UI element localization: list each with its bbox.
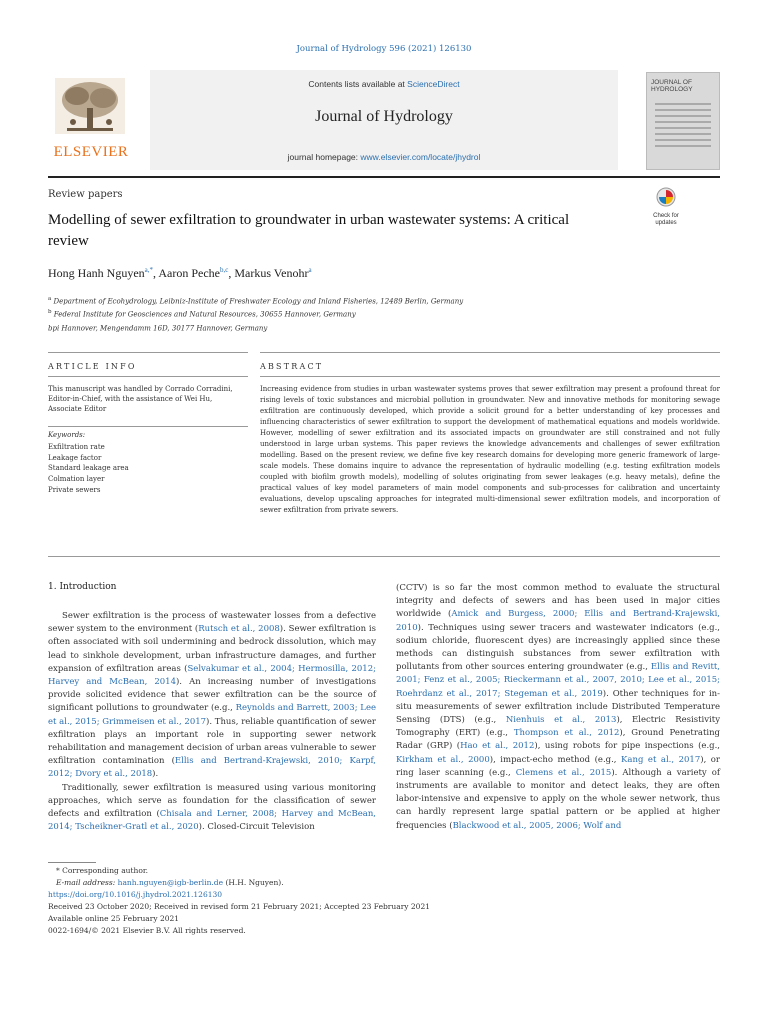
journal-title: Journal of Hydrology xyxy=(315,108,453,125)
affiliation-text: Federal Institute for Geosciences and Natural Resources, 30655 Hannover, Germany xyxy=(53,310,356,319)
homepage-prefix: journal homepage: xyxy=(287,152,361,162)
available-online: Available online 25 February 2021 xyxy=(48,914,180,923)
citation-link[interactable]: Hao et al., 2012 xyxy=(460,741,535,752)
author-affiliation-mark[interactable]: a xyxy=(308,266,312,274)
email-link[interactable]: hanh.nguyen@igb-berlin.de xyxy=(117,878,224,887)
citation-link[interactable]: Ellis and Bertrand-Krajewski, 2010; Karpf, 2012; Dvory et al., 2018 xyxy=(48,756,376,780)
email-suffix: (H.H. Nguyen). xyxy=(223,878,284,887)
keyword-item: Exfiltration rate xyxy=(48,443,105,451)
affiliation-mark: b xyxy=(48,309,52,316)
info-top-rule xyxy=(48,352,248,353)
author-affiliation-mark[interactable]: a,* xyxy=(144,266,154,274)
citation-link[interactable]: Chisala and Lerner, 2008; Harvey and McBean, 2014; Tscheikner-Gratl et al., 2020 xyxy=(48,809,376,833)
article-section-label: Review papers xyxy=(48,189,123,200)
affiliation-text: Department of Ecohydrology, Leibniz-Institute of Freshwater Ecology and Inland Fisheries, 12489 Berlin, Germany xyxy=(53,297,464,306)
abstract-heading: ABSTRACT xyxy=(260,362,324,371)
body-text: ), or ring laser scanning (e.g., xyxy=(396,754,720,778)
check-updates-icon xyxy=(656,187,676,211)
abstract-top-rule xyxy=(260,352,720,353)
journal-cover-image[interactable] xyxy=(646,72,720,170)
keyword-item: Leakage factor xyxy=(48,453,102,462)
citation-link[interactable]: Kirkham et al., 2000 xyxy=(396,754,490,765)
body-text: ), impact-echo method (e.g., xyxy=(489,754,622,765)
doi-link[interactable]: https://doi.org/10.1016/j.jhydrol.2021.126130 xyxy=(48,890,223,899)
body-text: ). Sewer exfiltration is often associated with soil undermining and bedrock dissolution, which may lead to sinkhole development, urban infrastructure damages, and further expansion of exfiltration areas ( xyxy=(48,624,377,674)
corresponding-label: Corresponding author. xyxy=(62,866,149,875)
citation-link[interactable]: Nienhuis et al., 2013 xyxy=(505,715,617,726)
body-text: Sewer exfiltration is the process of wastewater losses from a defective sewer system to the environment ( xyxy=(48,611,376,635)
dates-line: Received 23 October 2020; Received in revised form 21 February 2021; Accepted 23 February 2021 xyxy=(48,902,430,911)
copyright-line: 0022-1694/© 2021 Elsevier B.V. All rights reserved. xyxy=(48,926,246,935)
body-text: ). Although a variety of instruments are available to monitor and detect leaks, they are often labor-intensive and expensive to apply on the whole sewer network, thus can hardly represent large spatial pattern or be applied at higher frequencies ( xyxy=(396,767,721,831)
info-head-rule xyxy=(48,376,248,377)
publisher-name: ELSEVIER xyxy=(53,144,129,160)
body-text: ), Ground Penetrating Radar (GRP) ( xyxy=(396,728,720,752)
header-divider xyxy=(48,176,720,178)
author-list: Hong Hanh Nguyen$^{a,*}$, Aaron Peche$^{b,c}$, Markus Venohr$^a$ xyxy=(48,266,312,280)
body-text: ). xyxy=(152,769,159,780)
paragraph xyxy=(396,582,720,833)
journal-citation[interactable]: Journal of Hydrology 596 (2021) 126130 xyxy=(296,44,472,54)
author-name[interactable]: Aaron Peche xyxy=(158,266,220,280)
elsevier-logo xyxy=(47,74,133,166)
affiliations xyxy=(48,294,648,334)
body-left-column xyxy=(48,610,376,834)
body-text: ). An increasing number of investigations provide solicited evidence that sewer exfiltration can be the source of significant pollutions to groundwater (e.g., xyxy=(48,677,376,714)
article-info-heading: ARTICLE INFO xyxy=(48,362,137,371)
homepage-line xyxy=(150,152,618,162)
paragraph xyxy=(48,610,376,782)
keyword-item: Private sewers xyxy=(48,485,101,494)
email-note xyxy=(48,877,468,889)
keywords-rule xyxy=(48,426,248,427)
citation-link[interactable]: Ellis and Revitt, 2001; Fenz et al., 2005; Rieckermann et al., 2007, 2010; Lee et al., 2015; Roehrdanz et al., 2017; Stegeman et al., 2019 xyxy=(396,662,721,699)
body-text: ). Other techniques for in-situ measurements of sewer exfiltration include Distributed Temperature Sensing (DTS) (e.g., xyxy=(396,688,721,726)
footnote-rule xyxy=(48,862,96,863)
affiliation-text: bpi Hannover, Mengendamm 16D, 30177 Hannover, Germany xyxy=(48,323,268,332)
cover-text-lines xyxy=(655,103,711,151)
keyword-item: Standard leakage area xyxy=(48,464,129,473)
author-name[interactable]: Hong Hanh Nguyen xyxy=(48,266,145,280)
journal-banner xyxy=(150,70,618,170)
section-heading: 1. Introduction xyxy=(48,582,117,592)
affiliation-mark: a xyxy=(48,296,52,302)
citation-link[interactable]: Selvakumar et al., 2004; Hermosilla, 2012; Harvey and McBean, 2014 xyxy=(48,663,376,688)
abstract-text: Increasing evidence from studies in urban wastewater systems proves that sewer exfiltration may present a profound threat for rising levels of toxic substances and microbial pollution in groundwater. New and innovative methods for monitoring sewage exfiltration are continuously developed, which provide a solicit ground for a better understanding of key processes and influencing characteristics of sewer exfiltration to support the development of mathematical equations and models worldwide. However, modelling of sewer exfiltration and its associated impacts on groundwater are still constrained and not fully understood in large urban systems. This paper reviews the knowledge advancements and challenges of sewer exfiltration modelling. Based on the present review, we define five key research domains for developing more generic framework of large-scale models. These domains inquire to advance the representation of hydraulic modelling (e.g. testing exfiltration models coupled with biofilm growth models), modelling of solutes originating from sewer leakages (e.g. heavy metals), define the practical values of key model parameters of main model components and sub-processes for calibration and uncertainty evaluations, develop upscaling approaches for integrated multi-dimensional sewer exfiltration models, and incorporation of sewer exfiltration from private sewers. xyxy=(260,385,720,514)
keyword-item: Colmation layer xyxy=(48,475,105,484)
body-text: ). Techniques using sewer tracers and wastewater indicators (e.g., sodium chloride, fluorescent dyes) are increasingly applied since these methods can distinguish substances from sewer exfiltration with pollutants from other sources entering groundwater (e.g., xyxy=(396,622,720,673)
body-text: ). Thus, reliable quantification of sewer exfiltration plays an important role in supporting sewer network rehabilitation and management decision of urban areas vulnerable to sewer exfiltration contamination ( xyxy=(48,716,376,767)
affiliation-item xyxy=(48,307,648,320)
cover-title: JOURNAL OF HYDROLOGY xyxy=(651,79,693,93)
author-name[interactable]: Markus Venohr xyxy=(234,266,309,280)
affiliation-item xyxy=(48,321,648,334)
corresponding-author-note xyxy=(48,865,468,877)
author-affiliation-mark[interactable]: b,c xyxy=(220,266,229,274)
body-text: ), using robots for pipe inspections (e.g., xyxy=(534,741,720,752)
body-text: ), Electric Resistivity Tomography (ERT) (e.g., xyxy=(396,715,720,739)
citation-link[interactable]: Blackwood et al., 2005, 2006; Wolf and xyxy=(452,820,622,831)
citation-link[interactable]: Kang et al., 2017 xyxy=(621,754,701,765)
check-for-updates-badge[interactable] xyxy=(646,187,686,231)
affiliation-item xyxy=(48,294,648,307)
homepage-link[interactable]: www.elsevier.com/locate/jhydrol xyxy=(360,152,481,162)
citation-link[interactable]: Rutsch et al., 2008 xyxy=(198,624,280,635)
keywords-label: Keywords: xyxy=(48,431,86,439)
citation-link[interactable]: Clemens et al., 2015 xyxy=(515,767,612,778)
citation-link[interactable]: Thompson et al., 2012 xyxy=(513,728,620,739)
contents-prefix: Contents lists available at xyxy=(308,79,408,89)
abstract-bottom-rule xyxy=(48,556,720,557)
contents-line xyxy=(150,79,618,89)
elsevier-tree-icon xyxy=(55,78,125,134)
asterisk-mark: * xyxy=(56,866,60,875)
paragraph xyxy=(48,782,376,835)
body-text: Traditionally, sewer exfiltration is measured using various monitoring approaches, which serve as foundation for the classification of sewer defects and exfiltration ( xyxy=(48,782,376,820)
email-label: E-mail address: xyxy=(56,878,118,887)
citation-link[interactable]: Amick and Burgess, 2000; Ellis and Bertrand-Krajewski, 2010 xyxy=(396,609,720,633)
sciencedirect-link[interactable]: ScienceDirect xyxy=(407,79,460,89)
citation-link[interactable]: Reynolds and Barrett, 2003; Lee et al., 2015; Grimmeisen et al., 2017 xyxy=(48,703,377,727)
article-title: Modelling of sewer exfiltration to groundwater in urban wastewater systems: A critical review xyxy=(48,212,570,249)
body-text: (CCTV) is so far the most common method to evaluate the structural integrity and defects of sewers and has been used in major cities worldwide ( xyxy=(396,583,720,620)
abstract-head-rule xyxy=(260,376,720,377)
check-updates-label: Check for updates xyxy=(653,213,679,226)
keywords-list xyxy=(48,442,248,496)
editor-note: This manuscript was handled by Corrado Corradini, Editor-in-Chief, with the assistance of Wei Hu, Associate Editor xyxy=(48,385,233,413)
footnotes xyxy=(48,865,468,937)
body-right-column xyxy=(396,582,720,833)
body-text: ). Closed-Circuit Television xyxy=(198,822,315,833)
